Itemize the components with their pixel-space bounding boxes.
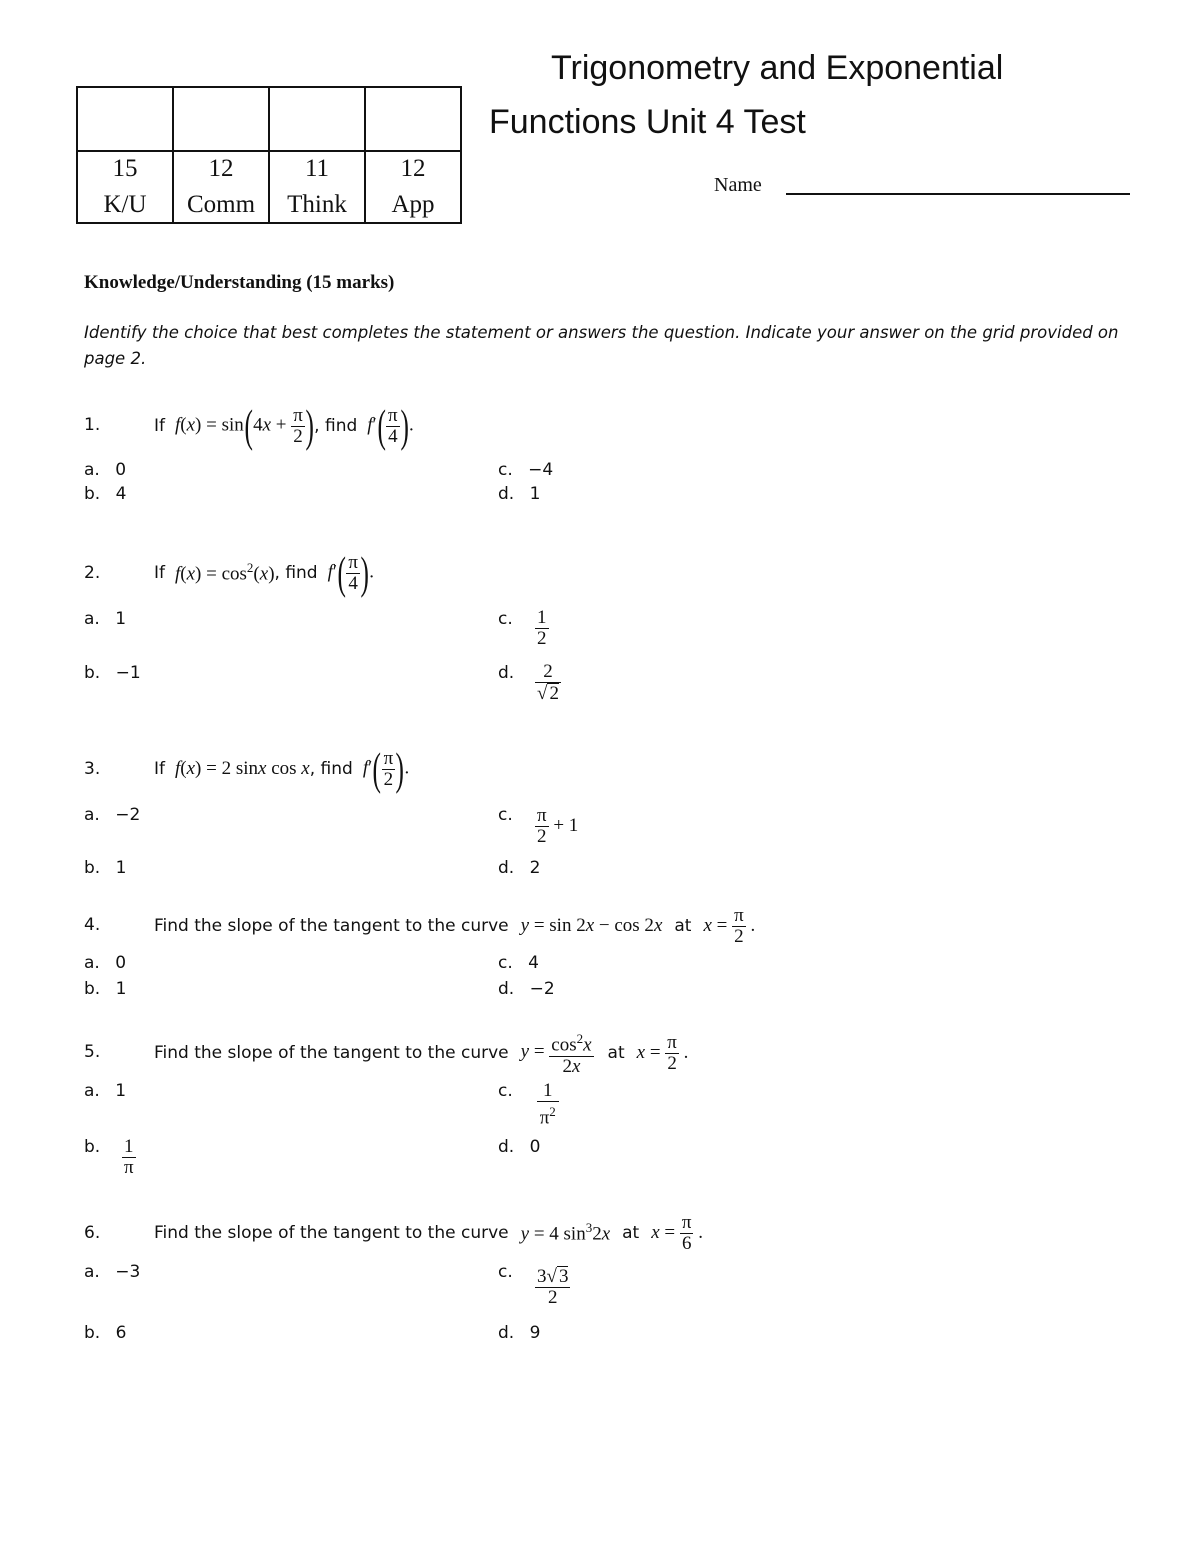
option-value: 2 — [529, 858, 541, 878]
option-letter: a. — [84, 609, 100, 629]
option-b[interactable] — [84, 979, 126, 999]
option-letter: d. — [498, 1323, 515, 1343]
option-d[interactable] — [498, 1137, 540, 1157]
question-find: , find — [274, 563, 318, 583]
option-value: 1 — [115, 858, 127, 878]
score-box-comm — [173, 87, 269, 151]
option-letter: c. — [498, 953, 513, 973]
marks-cell-ku — [77, 151, 173, 223]
question-5-point: x = $\frac{\pi}{2}$ . — [636, 1031, 689, 1074]
section-heading: Knowledge/Understanding (15 marks) — [84, 272, 395, 293]
marks-cell-think — [269, 151, 365, 223]
question-prefix: If — [154, 563, 165, 583]
question-number: 3. — [84, 759, 101, 779]
question-number: 2. — [84, 563, 101, 583]
marks-value: 15 — [112, 155, 138, 182]
option-b[interactable] — [84, 1323, 126, 1343]
question-number: 5. — [84, 1042, 101, 1062]
question-1-formula: f(x) = sin(4x + $\frac{\pi}{2}$ ) — [175, 400, 314, 451]
option-letter: d. — [498, 858, 515, 878]
question-4-point: x = $\frac{\pi}{2}$ . — [703, 904, 756, 947]
option-value: −2 — [529, 979, 555, 999]
title-line-2: Functions Unit 4 Test — [489, 103, 806, 141]
marks-value: 11 — [304, 155, 330, 182]
option-c[interactable] — [498, 805, 513, 825]
option-value: 1 — [115, 979, 127, 999]
marks-table — [76, 86, 462, 224]
option-letter: d. — [498, 484, 515, 504]
question-number: 6. — [84, 1223, 101, 1243]
option-value: 1 — [115, 609, 127, 629]
question-3-evaluate: f′( $\frac{\pi}{2}$ ). — [362, 743, 410, 794]
question-find: , find — [314, 416, 358, 436]
option-letter: c. — [498, 1081, 513, 1101]
question-2-evaluate: f′( $\frac{\pi}{4}$ ). — [327, 547, 375, 598]
score-box-ku — [77, 87, 173, 151]
option-value: 1 — [529, 484, 541, 504]
option-c[interactable] — [498, 609, 513, 629]
score-box-think — [269, 87, 365, 151]
option-letter: b. — [84, 1323, 101, 1343]
question-text: Find the slope of the tangent to the curve — [154, 916, 509, 936]
title-line-1: Trigonometry and Exponential — [551, 49, 1004, 87]
instructions: Identify the choice that best completes the statement or answers the question. Indicate your answer on the grid provided on page 2. — [84, 323, 1119, 368]
question-2-formula: $f(x) = \cos^2(x)$ — [175, 560, 275, 585]
question-prefix: If — [154, 759, 165, 779]
option-letter: b. — [84, 663, 101, 683]
marks-value: 12 — [208, 155, 234, 182]
option-a[interactable] — [84, 953, 126, 973]
option-d[interactable] — [498, 1323, 540, 1343]
option-d[interactable] — [498, 663, 514, 683]
option-letter: a. — [84, 1262, 100, 1282]
option-letter: c. — [498, 805, 513, 825]
option-letter: b. — [84, 858, 101, 878]
question-4-curve: y = sin 2x − cos 2x — [520, 915, 663, 936]
option-a[interactable] — [84, 609, 126, 629]
question-3-formula: f(x) = 2 sinx cos x — [175, 758, 310, 779]
option-value: 1 — [115, 1081, 127, 1101]
option-letter: c. — [498, 609, 513, 629]
question-number: 1. — [84, 415, 101, 435]
question-at: at — [674, 916, 692, 936]
option-letter: a. — [84, 805, 100, 825]
option-value: 0 — [115, 953, 127, 973]
question-number: 4. — [84, 915, 101, 935]
option-b[interactable] — [84, 1137, 100, 1157]
option-c[interactable] — [498, 1081, 513, 1101]
option-a[interactable] — [84, 1081, 126, 1101]
option-letter: b. — [84, 1137, 101, 1157]
option-c-expression: $\frac{\pi}{2}$ + 1 — [537, 805, 579, 847]
question-6-point: x = $\frac{\pi}{6}$ . — [651, 1211, 703, 1254]
marks-cell-app — [365, 151, 461, 223]
option-a[interactable] — [84, 1262, 140, 1282]
marks-category: Think — [287, 191, 347, 218]
question-1-prompt — [154, 396, 414, 456]
option-d[interactable] — [498, 484, 540, 504]
option-letter: c. — [498, 460, 513, 480]
option-c[interactable] — [498, 1262, 513, 1282]
question-at: at — [607, 1043, 625, 1063]
question-5-curve: y = $\frac{\cos^2x}{2x}$ — [520, 1031, 592, 1077]
option-c[interactable] — [498, 953, 539, 973]
question-6-curve: y = 4 $\sin^32x$ — [520, 1220, 611, 1245]
option-c-fraction: $\frac{1}{2}$ — [537, 607, 547, 649]
name-field[interactable] — [786, 193, 1130, 195]
question-1-evaluate: f′( $\frac{\pi}{4}$ ). — [367, 400, 414, 451]
option-letter: c. — [498, 1262, 513, 1282]
option-c-fraction: $\frac{1}{\pi^2}$ — [537, 1081, 559, 1128]
option-b-fraction: $\frac{1}{\pi}$ — [124, 1136, 134, 1178]
option-d-fraction: $\frac{2}{√ 2}$ — [537, 661, 559, 704]
question-5-prompt — [154, 1028, 688, 1078]
question-2-prompt — [154, 543, 374, 603]
question-text: Find the slope of the tangent to the curve — [154, 1043, 509, 1063]
score-box-app — [365, 87, 461, 151]
option-value: 4 — [528, 953, 539, 973]
question-6-prompt — [154, 1210, 703, 1256]
option-value: −1 — [115, 663, 141, 683]
option-a[interactable] — [84, 805, 140, 825]
marks-value: 12 — [400, 155, 426, 182]
option-value: −3 — [115, 1262, 141, 1282]
option-value: −2 — [115, 805, 141, 825]
option-b[interactable] — [84, 858, 126, 878]
option-letter: a. — [84, 953, 100, 973]
option-letter: b. — [84, 484, 101, 504]
marks-category: Comm — [186, 191, 256, 218]
option-b[interactable] — [84, 663, 141, 683]
marks-cell-comm — [173, 151, 269, 223]
question-text: Find the slope of the tangent to the curve — [154, 1223, 509, 1243]
option-letter: a. — [84, 460, 100, 480]
option-value: 6 — [115, 1323, 127, 1343]
option-value: 4 — [115, 484, 127, 504]
option-value: 9 — [529, 1323, 541, 1343]
question-4-prompt — [154, 903, 755, 949]
question-at: at — [622, 1223, 640, 1243]
option-value: −4 — [528, 460, 554, 480]
question-3-prompt — [154, 739, 409, 799]
option-c[interactable] — [498, 460, 553, 480]
option-b[interactable] — [84, 484, 126, 504]
option-value: 0 — [115, 460, 127, 480]
question-find: , find — [309, 759, 353, 779]
option-a[interactable] — [84, 460, 126, 480]
option-d[interactable] — [498, 858, 540, 878]
marks-category: K/U — [103, 191, 147, 218]
name-label: Name — [714, 174, 762, 196]
option-letter: b. — [84, 979, 101, 999]
option-letter: d. — [498, 663, 515, 683]
option-letter: a. — [84, 1081, 100, 1101]
option-value: 0 — [529, 1137, 541, 1157]
question-prefix: If — [154, 416, 165, 436]
marks-category: App — [391, 191, 435, 218]
option-c-fraction: $\frac{3√ 3}{2}$ — [537, 1266, 569, 1308]
option-letter: d. — [498, 1137, 515, 1157]
option-letter: d. — [498, 979, 515, 999]
option-d[interactable] — [498, 979, 555, 999]
